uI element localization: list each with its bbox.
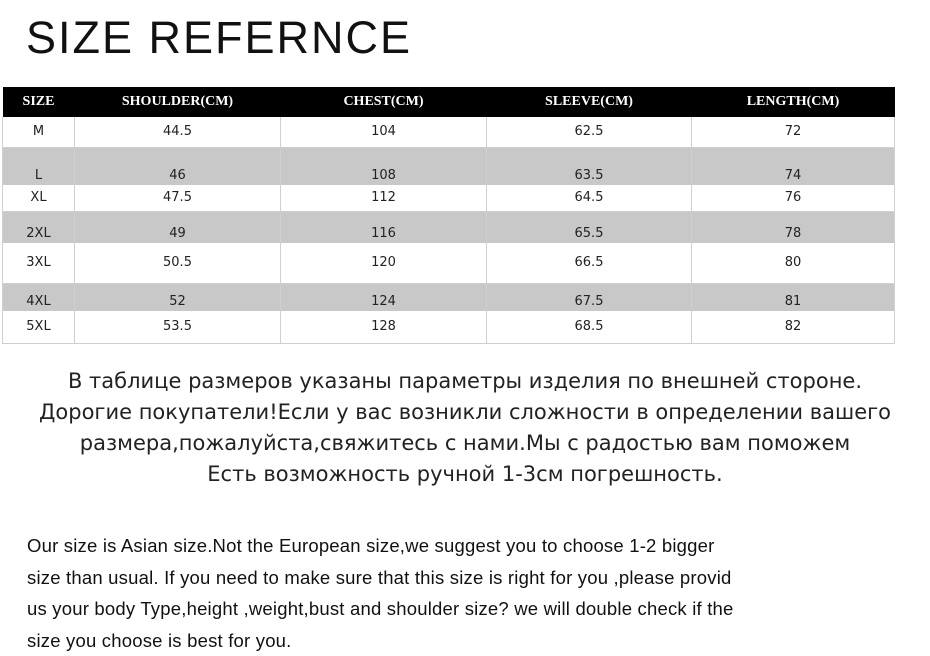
cell-size: 2XL xyxy=(3,211,75,243)
english-notice xyxy=(27,530,917,656)
cell-shoulder: 47.5 xyxy=(75,185,281,211)
cell-size: 4XL xyxy=(3,283,75,311)
cell-sleeve: 64.5 xyxy=(487,185,692,211)
table-row xyxy=(3,283,895,311)
size-table xyxy=(2,87,895,344)
english-notice-line: size you choose is best for you. xyxy=(27,625,917,656)
header-length: LENGTH(CM) xyxy=(692,87,895,117)
table-row xyxy=(3,243,895,283)
cell-chest: 124 xyxy=(281,283,487,311)
russian-notice xyxy=(0,366,930,490)
cell-size: XL xyxy=(3,185,75,211)
cell-shoulder: 46 xyxy=(75,147,281,185)
cell-length: 82 xyxy=(692,311,895,343)
english-notice-line: size than usual. If you need to make sure that this size is right for you ,please provid xyxy=(27,562,917,594)
cell-shoulder: 50.5 xyxy=(75,243,281,283)
header-sleeve: SLEEVE(CM) xyxy=(487,87,692,117)
russian-notice-line: В таблице размеров указаны параметры изделия по внешней стороне. xyxy=(0,366,930,397)
cell-sleeve: 62.5 xyxy=(487,117,692,147)
english-notice-line: us your body Type,height ,weight,bust and shoulder size? we will double check if the xyxy=(27,593,917,625)
cell-size: M xyxy=(3,117,75,147)
table-row xyxy=(3,311,895,343)
russian-notice-line: Есть возможность ручной 1-3см погрешность. xyxy=(0,459,930,490)
english-notice-line: Our size is Asian size.Not the European size,we suggest you to choose 1-2 bigger xyxy=(27,530,917,562)
table-row xyxy=(3,185,895,211)
cell-size: 3XL xyxy=(3,243,75,283)
cell-size: 5XL xyxy=(3,311,75,343)
cell-chest: 128 xyxy=(281,311,487,343)
table-row xyxy=(3,117,895,147)
cell-sleeve: 63.5 xyxy=(487,147,692,185)
cell-shoulder: 52 xyxy=(75,283,281,311)
cell-length: 81 xyxy=(692,283,895,311)
cell-chest: 112 xyxy=(281,185,487,211)
cell-length: 76 xyxy=(692,185,895,211)
cell-sleeve: 67.5 xyxy=(487,283,692,311)
cell-sleeve: 68.5 xyxy=(487,311,692,343)
cell-sleeve: 66.5 xyxy=(487,243,692,283)
cell-length: 74 xyxy=(692,147,895,185)
russian-notice-line: размера,пожалуйста,свяжитесь с нами.Мы с радостью вам поможем xyxy=(0,428,930,459)
header-shoulder: SHOULDER(CM) xyxy=(75,87,281,117)
cell-length: 72 xyxy=(692,117,895,147)
cell-length: 78 xyxy=(692,211,895,243)
russian-notice-line: Дорогие покупатели!Если у вас возникли сложности в определении вашего xyxy=(0,397,930,428)
cell-shoulder: 49 xyxy=(75,211,281,243)
header-size: SIZE xyxy=(3,87,75,117)
cell-chest: 104 xyxy=(281,117,487,147)
cell-size: L xyxy=(3,147,75,185)
cell-length: 80 xyxy=(692,243,895,283)
table-row xyxy=(3,211,895,243)
table-row xyxy=(3,147,895,185)
header-chest: CHEST(CM) xyxy=(281,87,487,117)
cell-sleeve: 65.5 xyxy=(487,211,692,243)
page-title: SIZE REFERNCE xyxy=(26,12,412,64)
cell-chest: 120 xyxy=(281,243,487,283)
cell-shoulder: 44.5 xyxy=(75,117,281,147)
cell-chest: 108 xyxy=(281,147,487,185)
cell-shoulder: 53.5 xyxy=(75,311,281,343)
table-header-row xyxy=(3,87,895,117)
cell-chest: 116 xyxy=(281,211,487,243)
